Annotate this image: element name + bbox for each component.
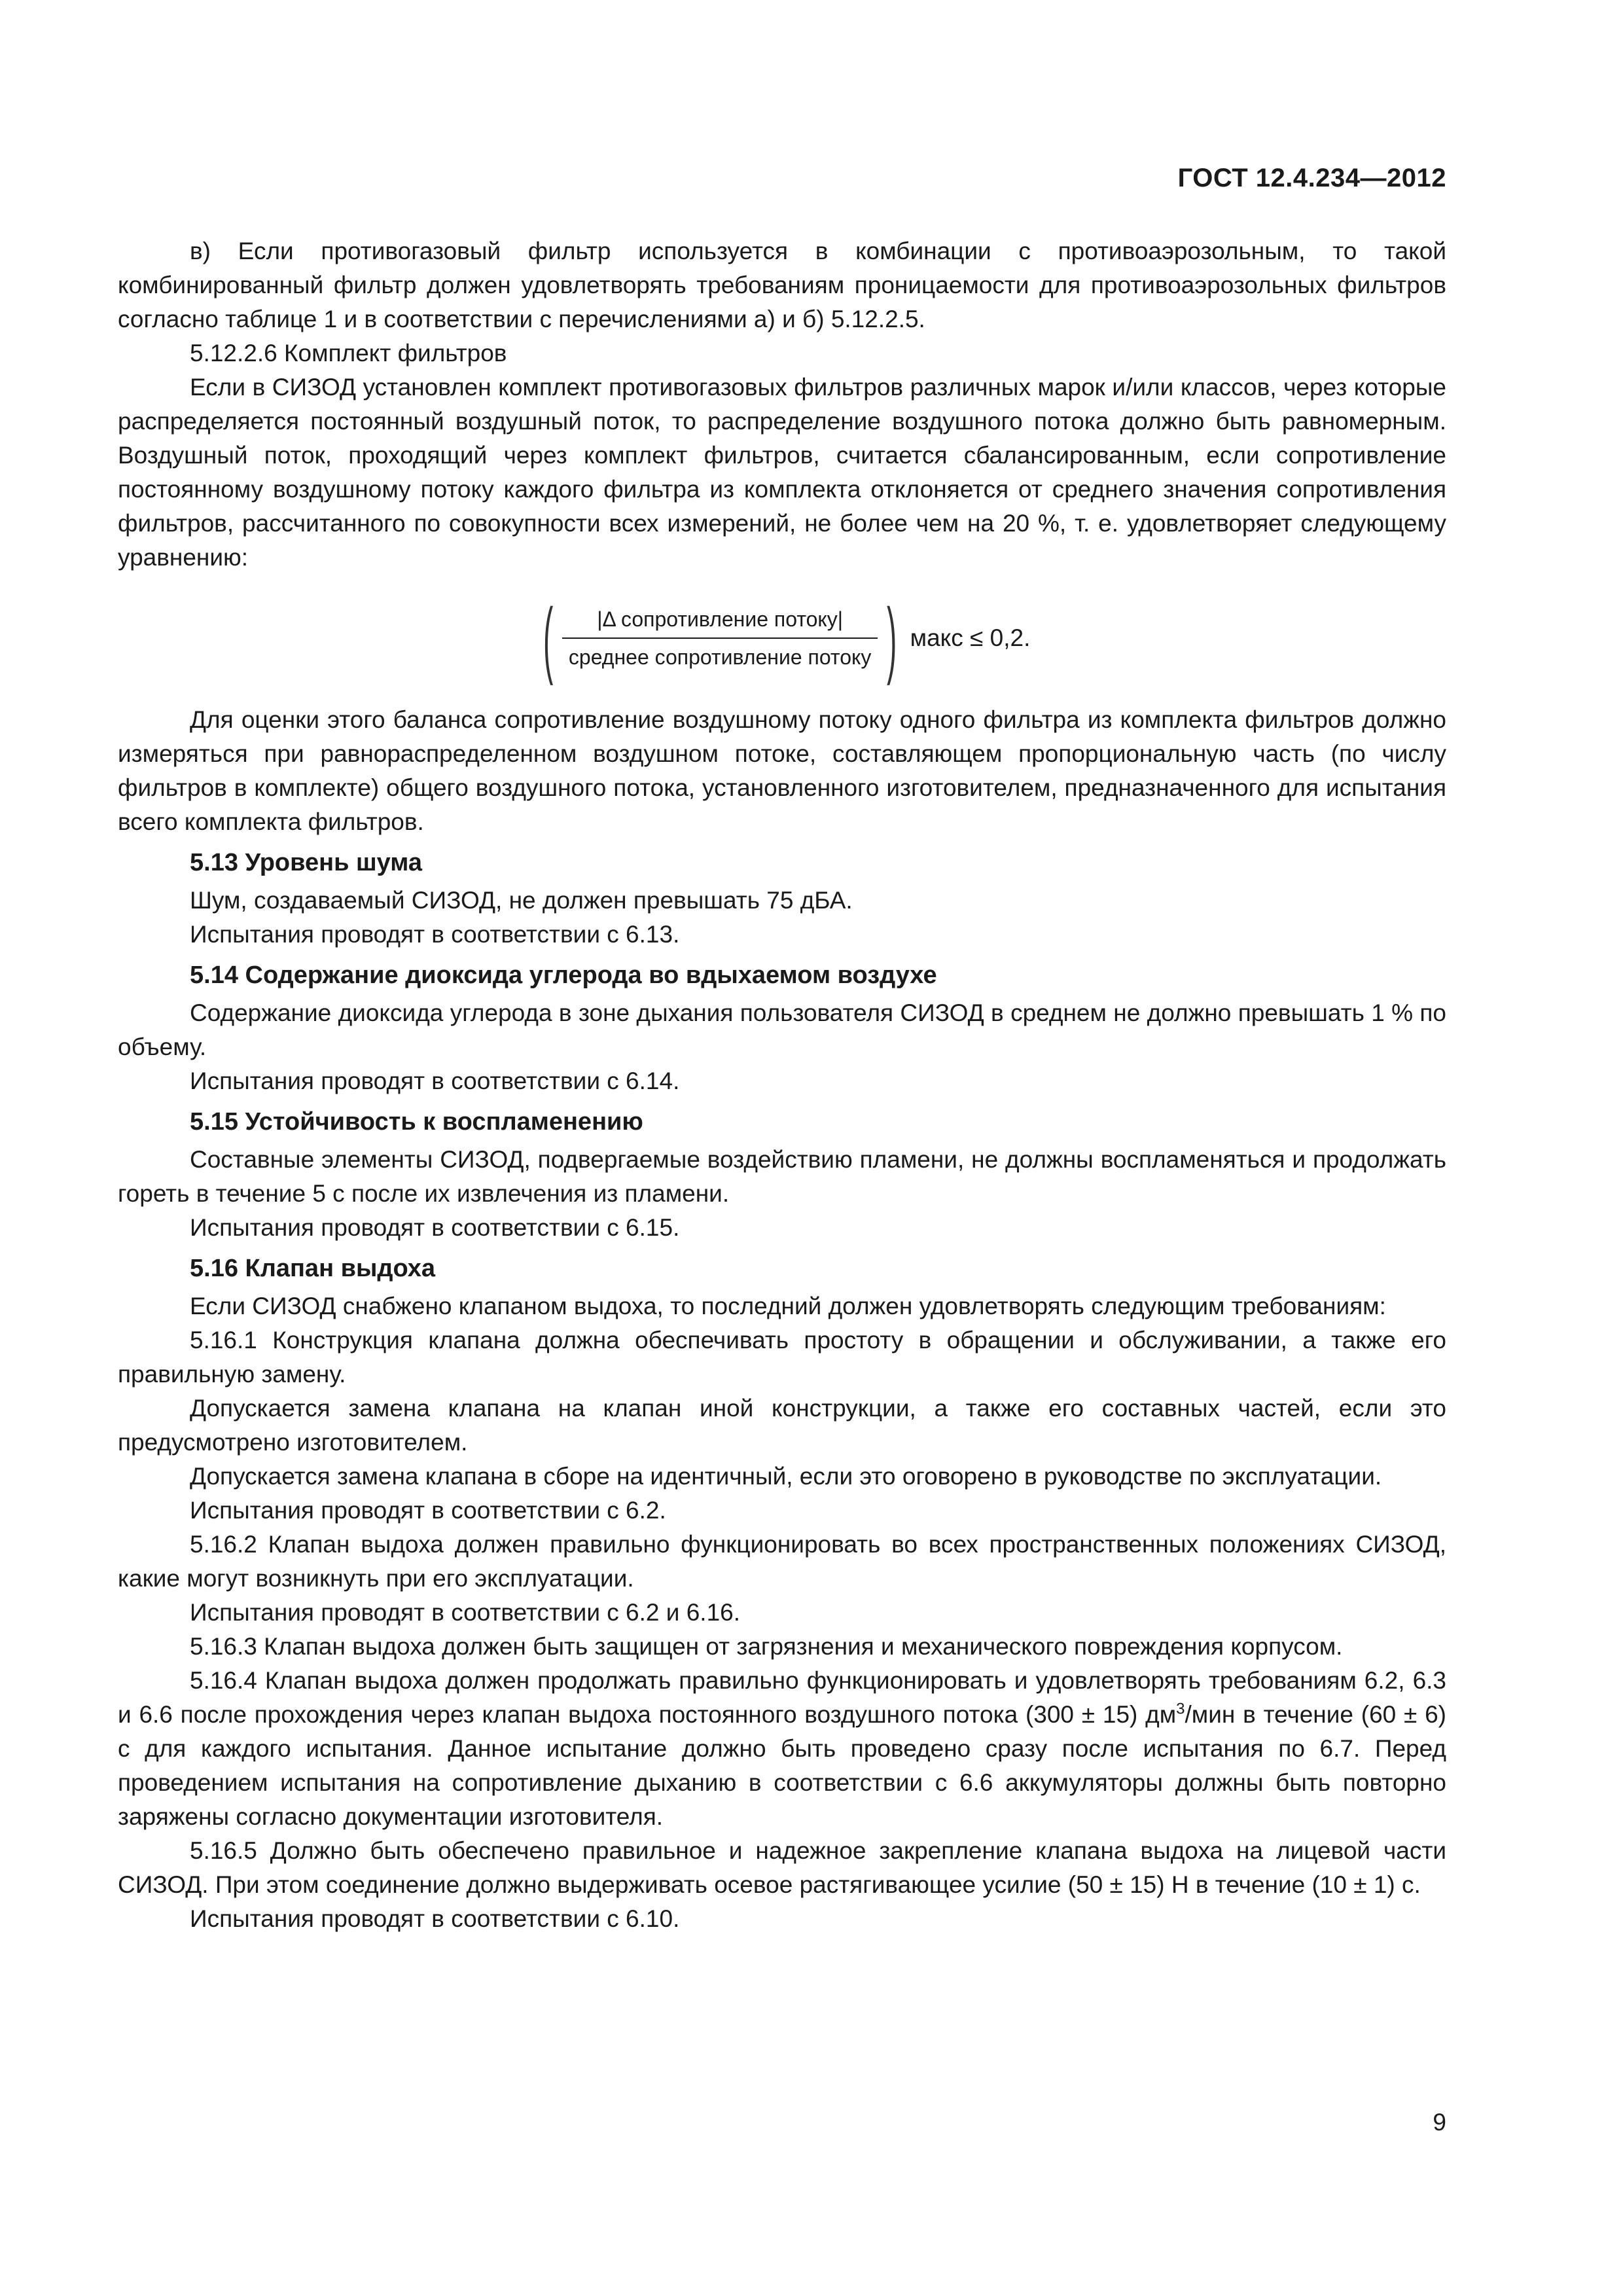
right-paren: ) [887,590,897,686]
section-heading: 5.13 Уровень шума [190,849,423,876]
paragraph [118,1664,1446,1834]
paragraph: Испытания проводят в соответствии с 6.13. [190,921,680,948]
clause-title: 5.12.2.6 Комплект фильтров [190,340,507,367]
paragraph: Допускается замена клапана в сборе на идентичный, если это оговорено в руководстве по эксплуатации. [190,1463,1382,1490]
formula-numerator: |Δ сопротивление потоку| [597,607,844,631]
section-heading: 5.16 Клапан выдоха [190,1255,436,1282]
paragraph-part: 5.16.4 Клапан выдоха должен продолжать правильно функционировать и удовлетворять требованиям 6.2, 6.3 и 6.6 после прохождения через клапан выдоха постоянного воздушного потока (300 ± 15) дм [118,1667,1446,1728]
paragraph: Испытания проводят в соответствии с 6.14. [190,1067,680,1094]
section-heading: 5.14 Содержание диоксида углерода во вдыхаемом воздухе [190,961,937,989]
balance-formula [118,589,1446,687]
page-number: 9 [1433,2109,1446,2136]
section-heading: 5.15 Устойчивость к воспламенению [190,1108,643,1136]
paragraph: Содержание диоксида углерода в зоне дыхания пользователя СИЗОД в среднем не должно превышать 1 % по объему. [118,999,1446,1060]
paragraph: Если в СИЗОД установлен комплект противогазовых фильтров различных марок и/или классов, через которые распределяется постоянный воздушный поток, то распределение воздушного потока должно быть равномерным. Воздушный поток, проходящий через комплект фильтров, считается сбалансированным, если сопротивление постоянному воздушному потоку каждого фильтра из комплекта отклоняется от среднего значения сопротивления фильтров, рассчитанного по совокупности всех измерений, не более чем на 20 %, т. е. удовлетворяет следующему уравнению: [118,374,1446,571]
document-body [118,234,1446,1936]
paragraph: Шум, создаваемый СИЗОД, не должен превышать 75 дБА. [190,887,853,914]
left-paren: ( [543,590,553,686]
paragraph: Если СИЗОД снабжено клапаном выдоха, то последний должен удовлетворять следующим требованиям: [190,1293,1386,1319]
formula-limit: макс ≤ 0,2. [910,624,1031,651]
document-code: ГОСТ 12.4.234—2012 [1177,164,1446,192]
fraction [562,606,878,670]
paragraph: Допускается замена клапана на клапан иной конструкции, а также его составных частей, если это предусмотрено изготовителем. [118,1395,1446,1456]
formula-denominator: среднее сопротивление потоку [562,637,878,670]
paragraph: Испытания проводят в соответствии с 6.15. [190,1214,680,1241]
paragraph: Испытания проводят в соответствии с 6.2. [190,1497,666,1524]
paragraph: в) Если противогазовый фильтр используется в комбинации с противоаэрозольным, то такой комбинированный фильтр должен удовлетворять требованиям проницаемости для противоаэрозольных фильтров согласно таблице 1 и в соответствии с перечислениями а) и б) 5.12.2.5. [118,238,1446,332]
paragraph: Испытания проводят в соответствии с 6.2 и 6.16. [190,1599,741,1626]
paragraph: 5.16.5 Должно быть обеспечено правильное и надежное закрепление клапана выдоха на лицевой части СИЗОД. При этом соединение должно выдерживать осевое растягивающее усилие (50 ± 15) Н в течение (10 ± 1) с. [118,1837,1446,1898]
paragraph-part: /мин в течение (60 ± 6) с для каждого испытания. Данное испытание должно быть проведено сразу после испытания по 6.7. Перед проведением испытания на сопротивление дыханию в соответствии с 6.6 аккумуляторы должны быть повторно заряжены согласно документации изготовителя. [118,1701,1447,1830]
paragraph: 5.16.2 Клапан выдоха должен правильно функционировать во всех пространственных положениях СИЗОД, какие могут возникнуть при его эксплуатации. [118,1531,1446,1592]
paragraph: Испытания проводят в соответствии с 6.10. [190,1905,680,1932]
superscript: 3 [1176,1700,1185,1718]
paragraph: 5.16.1 Конструкция клапана должна обеспечивать простоту в обращении и обслуживании, а также его правильную замену. [118,1327,1446,1388]
paragraph: 5.16.3 Клапан выдоха должен быть защищен от загрязнения и механического повреждения корпусом. [190,1633,1343,1660]
document-page [118,0,1446,2296]
paragraph: Для оценки этого баланса сопротивление воздушному потоку одного фильтра из комплекта фильтров должно измеряться при равнораспределенном воздушном потоке, составляющем пропорциональную часть (по числу фильтров в комплекте) общего воздушного потока, установленного изготовителем, предназначенного для испытания всего комплекта фильтров. [118,706,1446,835]
paragraph: Составные элементы СИЗОД, подвергаемые воздействию пламени, не должны воспламеняться и продолжать гореть в течение 5 с после их извлечения из пламени. [118,1146,1446,1207]
